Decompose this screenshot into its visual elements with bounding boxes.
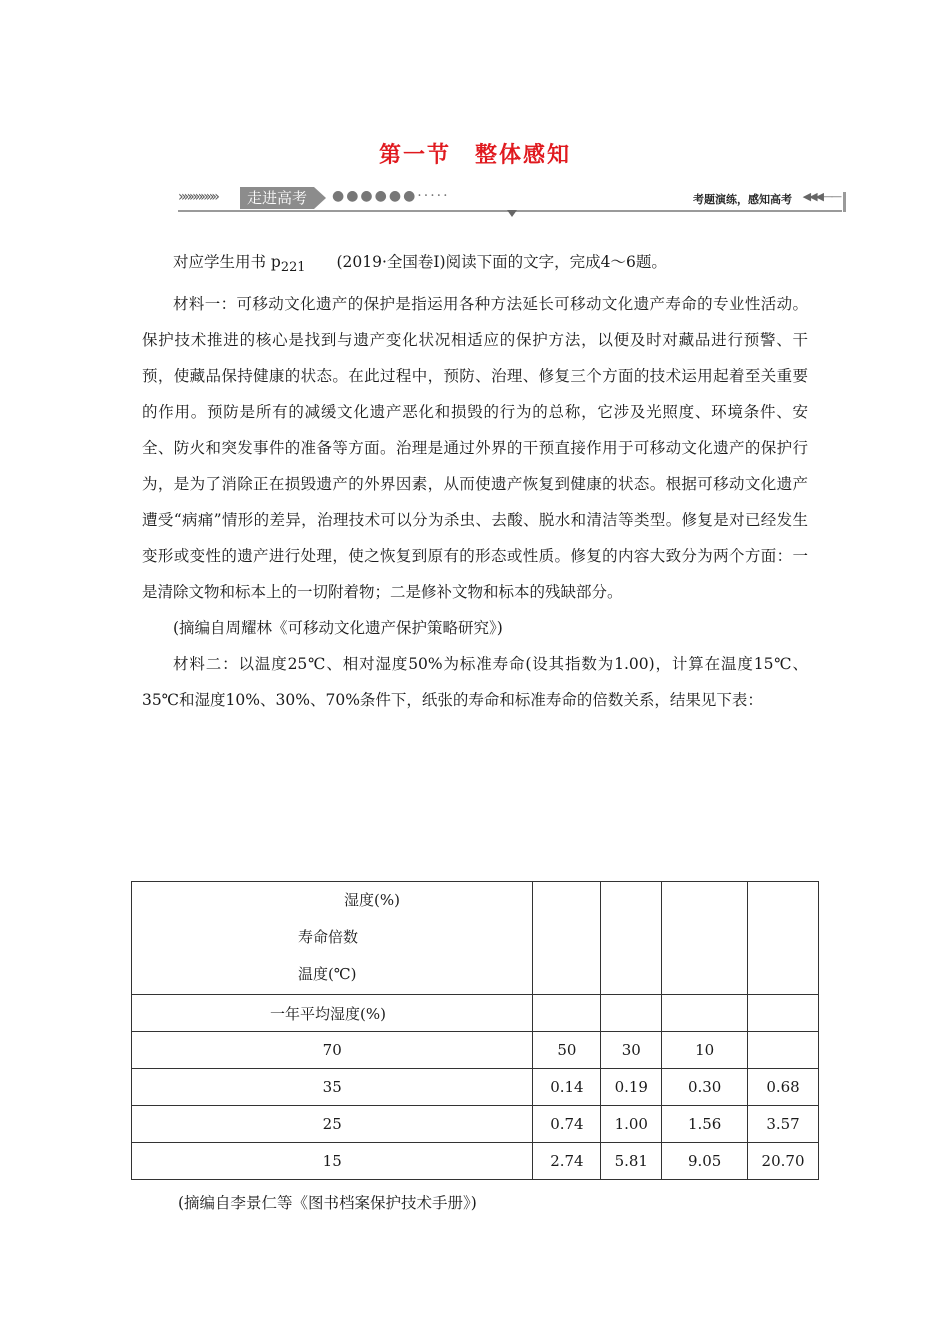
table-cell: 10 — [662, 1032, 748, 1069]
table-row — [132, 995, 819, 1032]
table-diagonal-header — [132, 882, 533, 995]
table-cell: 35 — [132, 1069, 533, 1106]
double-chevron-icon: »»»»»»» — [178, 189, 217, 205]
row-label-humidity: 一年平均湿度(%) — [132, 995, 533, 1032]
article-body — [142, 244, 808, 718]
table-cell: 1.00 — [601, 1106, 662, 1143]
material-one: 材料一：可移动文化遗产的保护是指运用各种方法延长可移动文化遗产寿命的专业性活动。保护技术推进的核心是找到与遗产变化状况相适应的保护方法，以便及时对藏品进行预警、干预，使藏品保持健康的状态。在此过程中，预防、治理、修复三个方面的技术运用起着至关重要的作用。预防是所有的减缓文化遗产恶化和损毁的行为的总称，它涉及光照度、环境条件、安全、防火和突发事件的准备等方面。治理是通过外界的干预直接作用于可移动文化遗产的保护行为，是为了消除正在损毁遗产的外界因素，从而使遗产恢复到健康的状态。根据可移动文化遗产遭受“病痛”情形的差异，治理技术可以分为杀虫、去酸、脱水和清洁等类型。修复是对已经发生变形或变性的遗产进行处理，使之恢复到原有的形态或性质。修复的内容大致分为两个方面：一是清除文物和标本上的一切附着物；二是修补文物和标本的残缺部分。 — [142, 295, 808, 602]
material-two: 材料二：以温度25℃、相对湿度50%为标准寿命(设其指数为1.00)，计算在温度15℃、35℃和湿度10%、30%、70%条件下，纸张的寿命和标准寿命的倍数关系，结果见下表： — [142, 655, 808, 710]
table-cell: 50 — [533, 1032, 601, 1069]
question-intro — [142, 244, 808, 286]
table-row — [132, 1032, 819, 1069]
book-ref-prefix: 对应学生用书 p — [173, 253, 281, 271]
table-cell — [662, 995, 748, 1032]
table-row — [132, 1143, 819, 1180]
table-cell: 2.74 — [533, 1143, 601, 1180]
table-cell: 1.56 — [662, 1106, 748, 1143]
banner-tag: 走进高考 — [240, 187, 314, 209]
book-ref — [173, 253, 306, 276]
header-humidity: 湿度(%) — [344, 891, 400, 909]
table-cell — [533, 995, 601, 1032]
paper-life-table — [131, 881, 819, 1180]
table-row — [132, 1106, 819, 1143]
table-cell: 0.74 — [533, 1106, 601, 1143]
table-cell — [662, 882, 748, 995]
header-temperature: 温度(℃) — [298, 965, 357, 983]
table-cell: 15 — [132, 1143, 533, 1180]
table-cell: 25 — [132, 1106, 533, 1143]
table-cell: 70 — [132, 1032, 533, 1069]
table-cell: 0.14 — [533, 1069, 601, 1106]
table-header-row — [132, 882, 819, 995]
table-cell: 0.19 — [601, 1069, 662, 1106]
banner-caption: 考题演练，感知高考 — [693, 193, 792, 206]
book-ref-page: 221 — [280, 260, 306, 276]
question-text: (2019·全国卷Ⅰ)阅读下面的文字，完成4～6题。 — [336, 253, 667, 271]
table-cell: 0.30 — [662, 1069, 748, 1106]
table-cell: 0.68 — [748, 1069, 819, 1106]
table-cell — [748, 882, 819, 995]
table-cell — [748, 995, 819, 1032]
table-cell: 9.05 — [662, 1143, 748, 1180]
triangle-marker-icon — [507, 210, 517, 217]
table-cell — [533, 882, 601, 995]
table-cell: 5.81 — [601, 1143, 662, 1180]
table-cell: 30 — [601, 1032, 662, 1069]
table-row — [132, 1069, 819, 1106]
dots-decoration-icon: ●●●●●●····· — [332, 188, 450, 204]
section-title: 第一节 整体感知 — [378, 143, 571, 168]
table-cell — [748, 1032, 819, 1069]
material-one-source: (摘编自周耀林《可移动文化遗产保护策略研究》) — [173, 619, 503, 638]
table-cell: 20.70 — [748, 1143, 819, 1180]
material-two-source: (摘编自李景仁等《图书档案保护技术手册》) — [178, 1194, 477, 1212]
header-life-ratio: 寿命倍数 — [298, 928, 359, 946]
table-cell — [601, 882, 662, 995]
left-arrows-icon: ◀◀◀—— — [802, 190, 840, 203]
table-cell: 3.57 — [748, 1106, 819, 1143]
banner-end-bar — [843, 192, 846, 212]
section-banner — [178, 186, 848, 226]
table-cell — [601, 995, 662, 1032]
